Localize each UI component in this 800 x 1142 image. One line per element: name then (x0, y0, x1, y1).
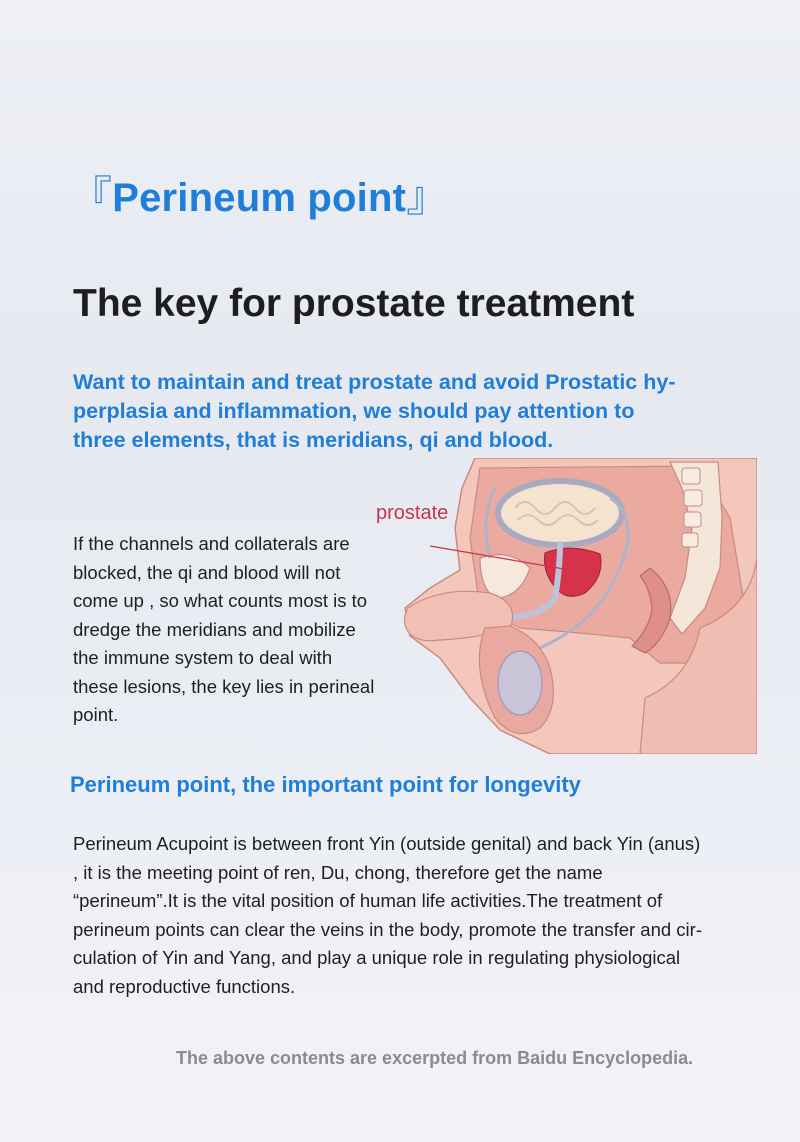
lead-paragraph (73, 368, 763, 455)
bladder (498, 481, 622, 545)
longevity-subheading: Perineum point, the important point for longevity (70, 772, 581, 797)
pelvis-anatomy-illustration (400, 458, 757, 754)
lead-line: three elements, that is meridians, qi and blood. (73, 428, 554, 452)
section-heading: The key for prostate treatment (73, 282, 635, 325)
channels-paragraph (73, 530, 413, 730)
paragraph-line: and reproductive functions. (73, 975, 296, 997)
title-text: Perineum point (112, 176, 407, 220)
acupoint-paragraph (73, 830, 773, 1001)
paragraph-line: culation of Yin and Yang, and play a unique role in regulating physiological (73, 947, 681, 968)
paragraph-line: these lesions, the key lies in perineal (73, 675, 375, 697)
paragraph-line: perineum points can clear the veins in the body, promote the transfer and cir- (73, 918, 702, 940)
source-note: The above contents are excerpted from Baidu Encyclopedia. (176, 1048, 694, 1068)
paragraph-line: blocked, the qi and blood will not (73, 561, 341, 583)
lead-line: Want to maintain and treat prostate and avoid Prostatic hy- (73, 370, 676, 394)
prostate-label: prostate (376, 502, 449, 524)
paragraph-line: If the channels and collaterals are (73, 533, 350, 554)
paragraph-line: dredge the meridians and mobilize (73, 618, 356, 640)
paragraph-line: point. (73, 704, 119, 725)
page-title (70, 164, 448, 224)
testis (498, 651, 542, 715)
paragraph-line: , it is the meeting point of ren, Du, chong, therefore get the name (73, 861, 603, 883)
paragraph-line: “perineum”.It is the vital position of human life activities.The treatment of (73, 890, 663, 911)
title-open-bracket: 『 (70, 173, 113, 220)
paragraph-line: the immune system to deal with (73, 647, 333, 668)
lead-line: perplasia and inflammation, we should pay attention to (73, 399, 635, 423)
title-close-bracket: 』 (406, 173, 449, 220)
paragraph-line: come up , so what counts most is to (73, 590, 368, 611)
paragraph-line: Perineum Acupoint is between front Yin (outside genital) and back Yin (anus) (73, 833, 701, 854)
